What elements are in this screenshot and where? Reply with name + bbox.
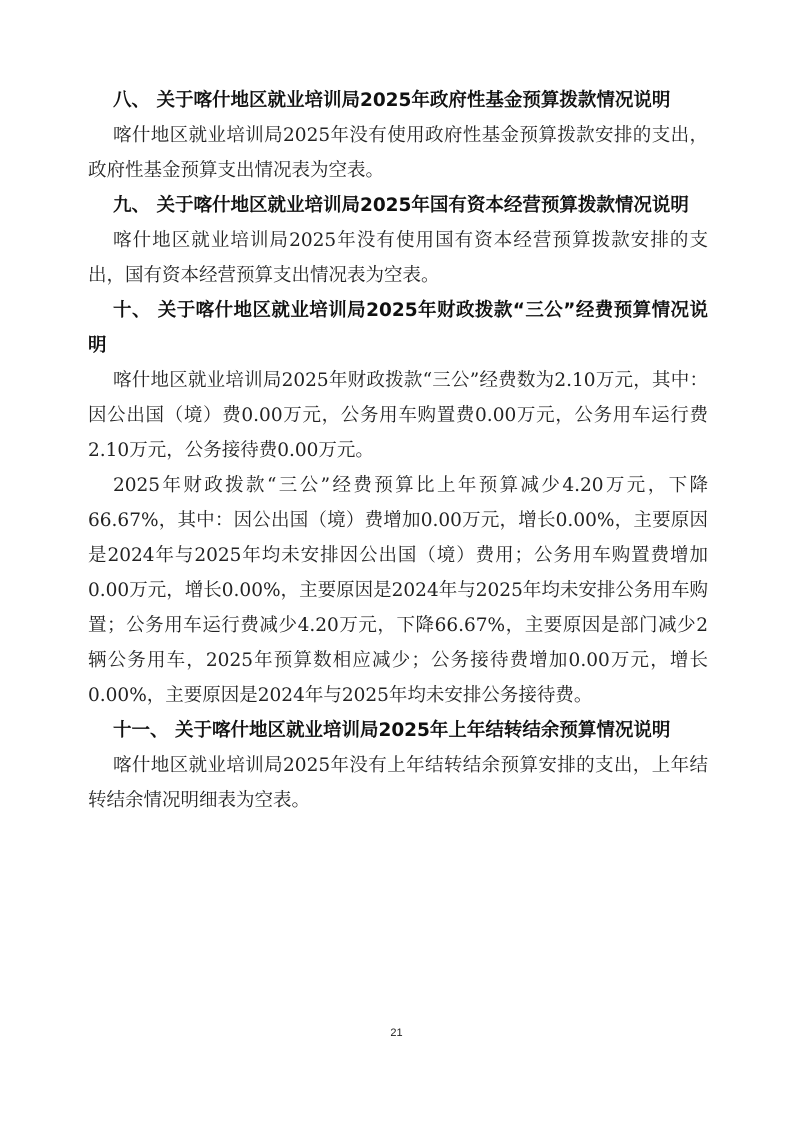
section-heading-11: 十一、 关于喀什地区就业培训局2025年上年结转结余预算情况说明 bbox=[113, 720, 671, 741]
section-heading-8: 八、 关于喀什地区就业培训局2025年政府性基金预算拨款情况说明 bbox=[113, 90, 671, 111]
section-10-paragraph-1: 喀什地区就业培训局2025年财政拨款“三公”经费数为2.10万元，其中：因公出国（境）费0.00万元，公务用车购置费0.00万元，公务用车运行费2.10万元，公务接待费0.00万元。 bbox=[88, 370, 708, 461]
page-number: 21 bbox=[390, 1027, 403, 1039]
section-heading-9: 九、 关于喀什地区就业培训局2025年国有资本经营预算拨款情况说明 bbox=[113, 195, 689, 216]
section-10-paragraph-2: 2025年财政拨款“三公”经费预算比上年预算减少4.20万元，下降66.67%，其中：因公出国（境）费增加0.00万元，增长0.00%，主要原因是2024年与2025年均未安排因公出国（境）费用；公务用车购置费增加0.00万元，增长0.00%，主要原因是2024年与2025年均未安排公务用车购置；公务用车运行费减少4.20万元，下降66.67%，主要原因是部门减少2辆公务用车，2025年预算数相应减少；公务接待费增加0.00万元，增长0.00%，主要原因是2024年与2025年均未安排公务接待费。 bbox=[88, 475, 708, 706]
section-heading-10: 十、 关于喀什地区就业培训局2025年财政拨款“三公”经费预算情况说明 bbox=[88, 300, 708, 356]
section-11-paragraph: 喀什地区就业培训局2025年没有上年结转结余预算安排的支出，上年结转结余情况明细表为空表。 bbox=[88, 755, 708, 811]
document-body bbox=[88, 83, 708, 818]
section-8-paragraph: 喀什地区就业培训局2025年没有使用政府性基金预算拨款安排的支出，政府性基金预算支出情况表为空表。 bbox=[88, 125, 708, 181]
section-9-paragraph: 喀什地区就业培训局2025年没有使用国有资本经营预算拨款安排的支出，国有资本经营预算支出情况表为空表。 bbox=[88, 230, 708, 286]
